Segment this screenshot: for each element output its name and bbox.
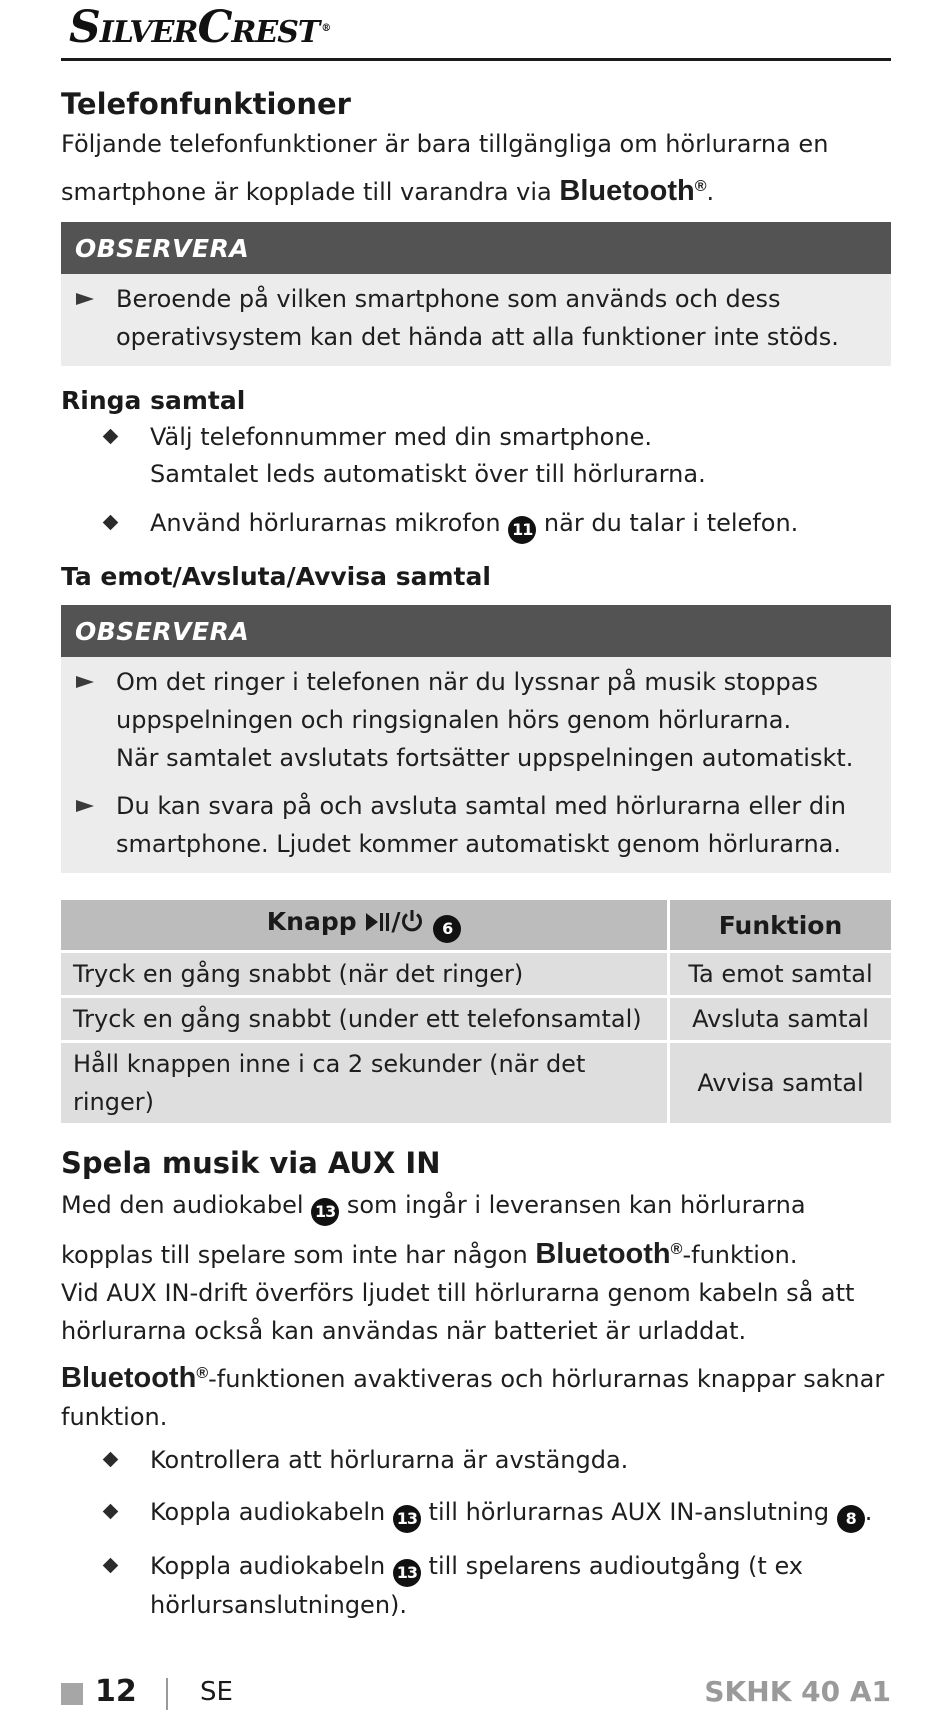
table-cell-function: Avsluta samtal	[670, 998, 891, 1040]
note-box	[61, 605, 891, 873]
note-item: Beroende på vilken smartphone som används och dess operativsystem kan det hända att alla funktioner inte stöds.	[61, 280, 867, 356]
brand-logo: SILVERCREST ®	[69, 2, 331, 53]
step-item: Använd hörlurarnas mikrofon 11 när du talar i telefon.	[61, 505, 891, 544]
power-icon	[400, 909, 424, 933]
table-cell-action: Tryck en gång snabbt (under ett telefonsamtal)	[61, 998, 667, 1040]
table-row	[61, 998, 891, 1040]
page-number: 12	[95, 1674, 137, 1709]
part-number-badge: 13	[311, 1198, 339, 1226]
diamond-bullet-icon	[103, 1452, 119, 1468]
note-item: Om det ringer i telefonen när du lyssnar på musik stoppas uppspelningen och ringsignalen hörs genom hörlurarna. När samtalet avslutats fortsätter uppspelningen automatiskt.	[61, 663, 867, 777]
triangle-bullet-icon	[76, 293, 94, 305]
page-marker-square	[61, 1683, 83, 1705]
note-box	[61, 222, 891, 366]
step-item: Välj telefonnummer med din smartphone. Samtalet leds automatiskt över till hörlurarna.	[61, 419, 891, 493]
table-cell-action: Tryck en gång snabbt (när det ringer)	[61, 953, 667, 995]
step-item: Koppla audiokabeln 13 till spelarens audioutgång (t ex hörlursanslutningen).	[61, 1548, 891, 1624]
table-row	[61, 953, 891, 995]
table-cell-action: Håll knappen inne i ca 2 sekunder (när det ringer)	[61, 1043, 667, 1123]
language-code: SE	[200, 1677, 233, 1707]
part-number-badge: 13	[393, 1505, 421, 1533]
play-pause-icon	[365, 911, 391, 933]
aux-paragraph-2: Vid AUX IN-drift överförs ljudet till hörlurarna genom kabeln så att hörlurarna också kan användas när batteriet är urladdat. Bluetooth®-funktionen avaktiveras och hörlurarnas knappar saknar funktion.	[61, 1279, 885, 1431]
table-header-button: Knapp / 6	[61, 900, 667, 950]
diamond-bullet-icon	[103, 1558, 119, 1574]
diamond-bullet-icon	[103, 515, 119, 531]
table-cell-function: Ta emot samtal	[670, 953, 891, 995]
part-number-badge: 11	[508, 516, 536, 544]
note-heading: OBSERVERA	[61, 605, 891, 657]
subsection-title-call: Ringa samtal	[61, 386, 246, 415]
part-number-badge: 8	[837, 1505, 865, 1533]
footer-divider	[166, 1678, 168, 1710]
phone-intro: Följande telefonfunktioner är bara tillgängliga om hörlurarna en smartphone är kopplade till varandra via Bluetooth®.	[61, 130, 829, 207]
diamond-bullet-icon	[103, 1504, 119, 1520]
section-title-aux: Spela musik via AUX IN	[61, 1146, 441, 1180]
diamond-bullet-icon	[103, 429, 119, 445]
part-number-badge: 13	[393, 1559, 421, 1587]
table-header-function: Funktion	[670, 900, 891, 950]
table-row	[61, 1043, 891, 1123]
note-item: Du kan svara på och avsluta samtal med hörlurarna eller din smartphone. Ljudet kommer automatiskt genom hörlurarna.	[61, 787, 867, 863]
button-function-table	[58, 897, 894, 1126]
manual-page	[61, 0, 891, 1709]
call-steps	[61, 419, 891, 544]
subsection-title-receive: Ta emot/Avsluta/Avvisa samtal	[61, 562, 491, 591]
page-footer	[61, 1672, 891, 1712]
model-number: SKHK 40 A1	[704, 1675, 891, 1708]
table-cell-function: Avvisa samtal	[670, 1043, 891, 1123]
aux-paragraph-1: Med den audiokabel 13 som ingår i leveransen kan hörlurarna kopplas till spelare som inte har någon Bluetooth®-funktion.	[61, 1191, 806, 1270]
triangle-bullet-icon	[76, 800, 94, 812]
part-number-badge: 6	[433, 915, 461, 943]
section-title-phone: Telefonfunktioner	[61, 87, 351, 121]
triangle-bullet-icon	[76, 676, 94, 688]
header-bar	[61, 0, 891, 61]
note-heading: OBSERVERA	[61, 222, 891, 274]
step-item: Koppla audiokabeln 13 till hörlurarnas AUX IN-anslutning 8 .	[61, 1494, 891, 1533]
aux-steps	[61, 1442, 891, 1624]
step-item: Kontrollera att hörlurarna är avstängda.	[61, 1442, 891, 1479]
